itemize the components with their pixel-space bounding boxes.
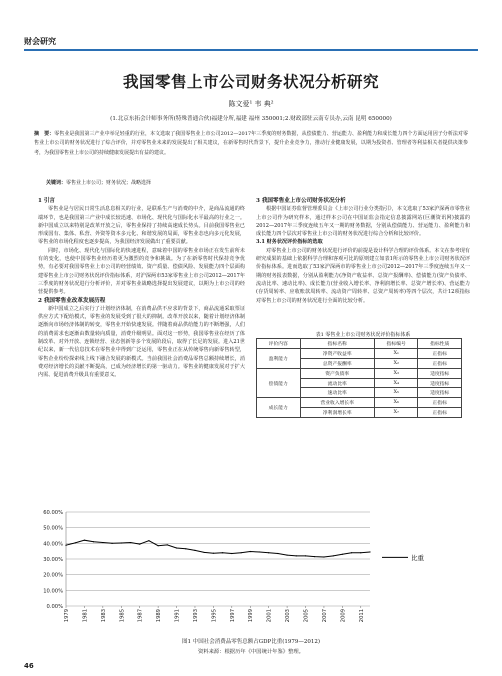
data-point bbox=[323, 556, 324, 557]
table-cell: 正指标 bbox=[418, 408, 462, 418]
data-point bbox=[268, 552, 269, 553]
section-3-1-paragraph-1: 对零售业上市公司的财务状况进行评价的前提是设计科学合理的评价体系。本文在参考现有研究成果的基础上依据科学合理和客观可比的原则建立如表1所示的零售业上市公司财务状况评价指标体系。进而选取了53家沪深两市的零售业上市公司2012—2017年三季度连续五年又一期的财务报表数据，分别从盈利能力(净资产收益率、总资产报酬率)、偿债能力(资产负债率、流动比率、速动比率)、成长能力(营业收入增长率、净利润增长率、总资产增长率)、营运能力(存货周转率、应收账款周转率、流动资产周转率、总资产周转率)等四个层次，共计12项指标对零售上市公司的财务状况进行全面的比较分析。 bbox=[256, 247, 470, 304]
x-tick-label: 1991 bbox=[174, 609, 181, 623]
x-tick-label: 1983 bbox=[100, 609, 107, 623]
abstract-label: 摘 要： bbox=[34, 131, 55, 137]
data-point bbox=[93, 541, 94, 542]
data-point bbox=[296, 555, 297, 556]
section-1-paragraph-2: 同时，市场化、现代化与国际化的快速进程，意味着中国的零售业市场正在发生前所未有的变化，也使中国零售业经历着更为激烈的竞争和挑战。为了在新零售时代保持竞争优势，有必要对我国零售业上市公司的经营绩效、资产质量、偿债风险、发展能力四个层面构建零售业上市公司财务状况评价指标体系，对沪深两市53家零售业上市公司2012—2017年三季度的财务状况进行分析评价，并对零售业战略选择提出发展建议，以期为上市公司的经营提供参考。 bbox=[38, 247, 245, 296]
x-tick-label: 1993 bbox=[192, 609, 199, 623]
section-1-heading: 1 引言 bbox=[38, 198, 56, 204]
x-tick-label: 2003 bbox=[285, 609, 292, 623]
x-tick-label: 1997 bbox=[229, 609, 236, 623]
table-cell: 正指标 bbox=[418, 358, 462, 368]
x-tick-label: 2011 bbox=[358, 609, 365, 623]
section-3-paragraph-1: 根据中国证券监督管理委员会《上市公司行业分类指引》，本文选取了53家沪深两市零售业上市公司作为研究样本，通过样本公司在中国证监会指定信息披露网站(巨潮资讯网)披露的2012—2017年三季度连续五年又一期的财务数据，分别从偿债能力、营运能力、盈利能力和成长能力四个层次对零售业上市公司的财务状况进行综合分析和比较评价。 bbox=[256, 206, 470, 238]
table-cell: 营业收入增长率 bbox=[300, 398, 374, 408]
data-point bbox=[185, 548, 186, 549]
right-column bbox=[256, 197, 470, 305]
x-tick-label: 1979 bbox=[64, 609, 70, 623]
section-3-heading: 3 我国零售业上市公司财务状况分析 bbox=[256, 198, 346, 204]
table-group-cell: 成长能力 bbox=[257, 398, 301, 418]
retail-gdp-ratio-chart bbox=[30, 506, 470, 632]
data-point bbox=[314, 556, 315, 557]
data-point bbox=[259, 551, 260, 552]
table-header-row bbox=[257, 339, 462, 349]
data-point bbox=[305, 555, 306, 556]
data-point bbox=[65, 545, 66, 546]
data-point bbox=[342, 554, 343, 555]
table-cell: 流动比率 bbox=[300, 378, 374, 388]
data-point bbox=[240, 552, 241, 553]
table-cell: 速动比率 bbox=[300, 388, 374, 398]
keywords-text: 零售业上市公司；财务状况；战略选择 bbox=[66, 180, 152, 186]
table-cell: 净资产收益率 bbox=[300, 348, 374, 358]
table-header-cell: 指标性质 bbox=[418, 339, 462, 349]
x-tick-label: 1985 bbox=[119, 609, 126, 623]
x-tick-label: 2001 bbox=[266, 609, 273, 623]
abstract-text: 零售业是我国第三产业中举足轻重的行业，本文选取了我国零售业上市公司2012—2017年三季度的财务数据，从偿债能力、营运能力、盈利能力和成长能力四个方面运用因子分析法对零售业上市公司的财务状况进行了综合评价，并对零售业未来的发展提出了相关建议，在新零售时代背景下，提升企业竞争力，推动行业健康发展，以期为投资者、管理者等利益相关者提供决策参考，为我国零售业上市公司的持续健康发展提出有益的建议。 bbox=[34, 131, 468, 156]
table-1-caption: 表1 零售业上市公司财务状况评价指标体系 bbox=[315, 332, 411, 338]
keywords-label: 关键词： bbox=[46, 180, 67, 186]
page-number: 46 bbox=[24, 662, 34, 670]
data-point bbox=[333, 555, 334, 556]
section-2-paragraph-1: 新中国成立之后实行了计划经济体制，在消费品供不应求的背景下，商品流通采取票证供应方式下配给模式，零售业的发展受到了很大的抑制。改革开放以来，随着计划经济体制逐渐向市场经济体制的转变，零售业开始快速发展。伴随着商品供给能力的不断增强，人们的消费需求也逐渐由数量转向质量，消费升级明显。面对这一形势，我国零售业在经历了体制改革、对外开放、连锁经营、业态创新等多个发展阶段后，取得了长足的发展。进入21世纪以来，新一代信息技术在零售业中得到广泛运用，零售业正在从传统零售向新零售转型，零售企业纷纷探索线上线下融合发展的新模式。当前我国社会消费品零售总额持续增长，消费对经济增长的贡献不断提高，已成为经济增长的第一驱动力。零售业的健康发展对于扩大内需、促进消费升级具有重要意义。 bbox=[38, 305, 245, 379]
y-tick-label: 30.00% bbox=[43, 557, 63, 563]
data-point bbox=[351, 552, 352, 553]
table-cell: 适度指标 bbox=[418, 368, 462, 378]
table-cell: 适度指标 bbox=[418, 388, 462, 398]
y-tick-label: 40.00% bbox=[43, 541, 63, 548]
data-point bbox=[167, 544, 168, 545]
table-cell: X₅ bbox=[374, 388, 418, 398]
indicator-table bbox=[256, 338, 462, 418]
table-cell: X₂ bbox=[374, 358, 418, 368]
table-cell: X₆ bbox=[374, 398, 418, 408]
table-cell: X₄ bbox=[374, 378, 418, 388]
abstract bbox=[34, 130, 468, 158]
table-cell: 净利润增长率 bbox=[300, 408, 374, 418]
data-point bbox=[158, 545, 159, 546]
table-header-cell: 指标名称 bbox=[300, 339, 374, 349]
x-tick-label: 2009 bbox=[340, 609, 347, 623]
left-column bbox=[38, 197, 245, 380]
x-tick-label: 1981 bbox=[82, 609, 89, 623]
running-header: 财会研究 bbox=[24, 37, 56, 46]
data-point bbox=[176, 547, 177, 548]
paper-authors: 陈文爱¹ 韦 典² bbox=[228, 100, 274, 108]
table-cell: 适度指标 bbox=[418, 378, 462, 388]
data-point bbox=[121, 542, 122, 543]
table-header-cell: 指标编号 bbox=[374, 339, 418, 349]
table-group-cell: 盈利能力 bbox=[257, 348, 301, 368]
data-point bbox=[250, 551, 251, 552]
data-point bbox=[148, 540, 149, 541]
data-point bbox=[111, 543, 112, 544]
keywords bbox=[46, 179, 466, 186]
series-line bbox=[66, 540, 370, 557]
table-cell: 正指标 bbox=[418, 398, 462, 408]
y-tick-label: 60.00% bbox=[43, 510, 63, 516]
data-point bbox=[194, 550, 195, 551]
table-row bbox=[257, 398, 462, 408]
data-point bbox=[130, 542, 131, 543]
section-2-heading: 2 我国零售业改革发展历程 bbox=[38, 297, 106, 304]
data-point bbox=[286, 554, 287, 555]
table-cell: X₃ bbox=[374, 368, 418, 378]
data-point bbox=[102, 542, 103, 543]
data-point bbox=[277, 553, 278, 554]
data-point bbox=[369, 551, 370, 552]
table-cell: 总资产报酬率 bbox=[300, 358, 374, 368]
table-cell: 资产负债率 bbox=[300, 368, 374, 378]
data-point bbox=[75, 542, 76, 543]
figure-1-caption: 图1 中国社会消费品零售总额占GDP比重(1979—2012) bbox=[181, 639, 321, 645]
paper-affiliation: (1.北京东拓会计师事务所(特殊普通合伙)福建分所,福建 福州 350001;2.财政部驻云南专员办,云南 昆明 650000) bbox=[110, 116, 392, 122]
x-tick-label: 2005 bbox=[303, 609, 310, 623]
data-point bbox=[84, 540, 85, 541]
data-point bbox=[360, 552, 361, 553]
paper-title: 我国零售上市公司财务状况分析研究 bbox=[122, 73, 379, 91]
y-tick-label: 0.00% bbox=[46, 604, 63, 610]
legend-label: 比重 bbox=[411, 553, 424, 562]
x-tick-label: 1987 bbox=[137, 609, 144, 623]
header-rule bbox=[24, 49, 478, 51]
section-1-paragraph-1: 零售业是与居民日常生活息息相关的行业，是联系生产与消费的中介，是商品流通的终端环节，也是我国第三产业中成长较迅速、市场化、现代化与国际化水平最高的行业之一。新中国成立以来特别是改革开放之后，零售业保持了持续高速成长势头。目前我国零售业已形成国有、集体、私营、外资等资本多元化、和谐发展的局面，零售业态也向多元化发展，零售业的市场化程度也逐步提高，为我国经济发展做出了重要贡献。 bbox=[38, 206, 245, 246]
data-point bbox=[213, 553, 214, 554]
table-header-cell: 评价内容 bbox=[257, 339, 301, 349]
table-cell: 正指标 bbox=[418, 348, 462, 358]
y-tick-label: 50.00% bbox=[43, 525, 63, 532]
data-point bbox=[139, 544, 140, 545]
x-tick-label: 2007 bbox=[321, 609, 328, 623]
table-group-cell: 偿债能力 bbox=[257, 368, 301, 398]
section-3-1-heading: 3.1 财务状况评价指标的选取 bbox=[256, 239, 323, 246]
x-tick-label: 1995 bbox=[211, 609, 218, 623]
table-cell: X₇ bbox=[374, 408, 418, 418]
x-tick-label: 1989 bbox=[156, 609, 163, 623]
figure-1-source: 资料来源：根据历年《中国统计年鉴》整理。 bbox=[198, 649, 304, 655]
table-cell: X₁ bbox=[374, 348, 418, 358]
data-point bbox=[222, 552, 223, 553]
x-tick-label: 1999 bbox=[248, 609, 255, 623]
data-point bbox=[231, 553, 232, 554]
table-row bbox=[257, 368, 462, 378]
y-tick-label: 20.00% bbox=[43, 572, 63, 579]
table-row bbox=[257, 348, 462, 358]
data-point bbox=[204, 552, 205, 553]
y-tick-label: 10.00% bbox=[43, 588, 63, 595]
